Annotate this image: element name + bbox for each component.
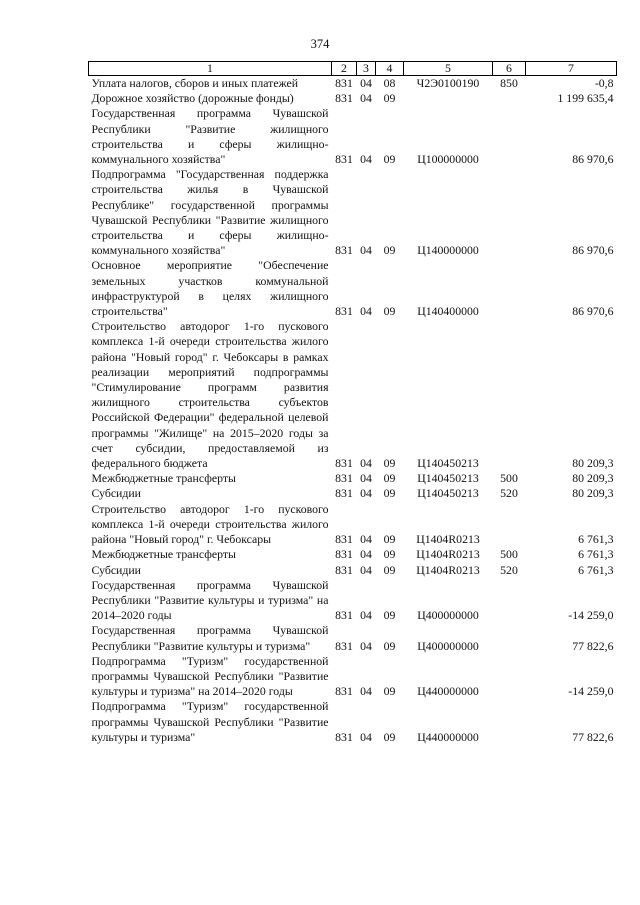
amount: 1 199 635,4 xyxy=(557,91,614,106)
section-code: 04 xyxy=(360,76,372,90)
expense-type-code xyxy=(493,167,526,258)
subsection-code: 09 xyxy=(383,304,396,319)
target-article-code: Ц440000000 xyxy=(417,729,479,744)
expense-type-code xyxy=(493,106,526,167)
subsection-code: 09 xyxy=(383,547,396,562)
section-code: 04 xyxy=(360,152,372,167)
subsection-code: 09 xyxy=(383,243,396,258)
amount: 6 761,3 xyxy=(578,562,614,577)
target-article-code: Ц400000000 xyxy=(417,638,479,653)
target-article-code: Ц1404R0213 xyxy=(416,532,480,547)
expense-type-code xyxy=(493,319,526,471)
ministry-code: 831 xyxy=(335,243,353,258)
subsection-code: 09 xyxy=(383,684,396,699)
ministry-code: 831 xyxy=(335,152,353,167)
item-name: Государственная программа Чувашской Республики "Развитие культуры и туризма" на 2014–2020 годы xyxy=(91,577,329,623)
amount: 86 970,6 xyxy=(572,304,614,319)
section-code: 04 xyxy=(360,608,372,623)
amount: 77 822,6 xyxy=(572,638,614,653)
subsection-code: 09 xyxy=(383,91,396,106)
target-article-code: Ц140450213 xyxy=(417,456,479,471)
target-article-code: Ц400000000 xyxy=(417,608,479,623)
amount: 80 209,3 xyxy=(572,486,614,501)
subsection-code: 09 xyxy=(383,562,396,577)
ministry-code: 831 xyxy=(335,471,353,486)
section-code: 04 xyxy=(360,562,372,577)
amount: 6 761,3 xyxy=(578,532,614,547)
section-code: 04 xyxy=(360,547,372,562)
expense-type-code: 520 xyxy=(500,562,518,577)
column-header: 3 xyxy=(357,62,376,76)
table-row xyxy=(89,502,617,548)
ministry-code: 831 xyxy=(335,684,353,699)
item-name: Государственная программа Чувашской Республики "Развитие жилищного строительства и сферы жилищно-коммунального хозяйства" xyxy=(91,106,329,167)
item-name: Уплата налогов, сборов и иных платежей xyxy=(91,76,299,90)
table-row xyxy=(89,106,617,167)
section-code: 04 xyxy=(360,532,372,547)
column-header: 2 xyxy=(332,62,357,76)
section-code: 04 xyxy=(360,243,372,258)
column-header: 7 xyxy=(526,62,617,76)
ministry-code: 831 xyxy=(335,76,353,90)
expense-type-code: 500 xyxy=(500,471,518,486)
ministry-code: 831 xyxy=(335,304,353,319)
table-row xyxy=(89,91,617,106)
amount: 6 761,3 xyxy=(578,547,614,562)
table-row xyxy=(89,76,617,92)
subsection-code: 08 xyxy=(383,76,396,90)
item-name: Строительство автодорог 1-го пускового комплекса 1-й очереди строительства жилого района "Новый город" г. Чебоксары в рамках реализации мероприятий подпрограммы "Стимулирование программ развития жилищного строительства субъектов Российской Федерации" федеральной целевой программы "Жилище" на 2015–2020 годы за счет субсидии, предоставляемой из федерального бюджета xyxy=(91,319,329,471)
ministry-code: 831 xyxy=(335,729,353,744)
amount: 86 970,6 xyxy=(572,152,614,167)
ministry-code: 831 xyxy=(335,547,353,562)
expense-type-code: 850 xyxy=(500,76,518,90)
column-header: 4 xyxy=(376,62,404,76)
item-name: Субсидии xyxy=(91,562,141,577)
ministry-code: 831 xyxy=(335,456,353,471)
expense-type-code xyxy=(493,258,526,319)
amount: 80 209,3 xyxy=(572,471,614,486)
table-row xyxy=(89,623,617,653)
ministry-code: 831 xyxy=(335,91,353,106)
expense-type-code xyxy=(493,699,526,745)
target-article-code: Ц140450213 xyxy=(417,486,479,501)
subsection-code: 09 xyxy=(383,486,396,501)
expense-type-code xyxy=(493,91,526,106)
amount: -14 259,0 xyxy=(568,684,614,699)
section-code: 04 xyxy=(360,91,372,106)
table-row xyxy=(89,486,617,501)
target-article-code: Ц140000000 xyxy=(417,243,479,258)
expense-type-code xyxy=(493,578,526,624)
section-code: 04 xyxy=(360,471,372,486)
item-name: Межбюджетные трансферты xyxy=(91,471,236,486)
section-code: 04 xyxy=(360,456,372,471)
budget-table xyxy=(88,61,617,745)
ministry-code: 831 xyxy=(335,486,353,501)
table-row xyxy=(89,699,617,745)
subsection-code: 09 xyxy=(383,152,396,167)
item-name: Межбюджетные трансферты xyxy=(91,547,236,562)
section-code: 04 xyxy=(360,304,372,319)
expense-type-code xyxy=(493,502,526,548)
section-code: 04 xyxy=(360,486,372,501)
amount: -0,8 xyxy=(594,76,614,90)
table-row xyxy=(89,563,617,578)
subsection-code: 09 xyxy=(383,729,396,744)
amount: 80 209,3 xyxy=(572,456,614,471)
subsection-code: 09 xyxy=(383,532,396,547)
expense-type-code: 520 xyxy=(500,486,518,501)
target-article-code: Ц1404R0213 xyxy=(416,562,480,577)
target-article-code: Ч2Э0100190 xyxy=(416,76,480,90)
page-number: 374 xyxy=(310,37,330,51)
section-code: 04 xyxy=(360,729,372,744)
item-name: Государственная программа Чувашской Республики "Развитие культуры и туризма" xyxy=(91,623,329,653)
expense-type-code xyxy=(493,623,526,653)
amount: 77 822,6 xyxy=(572,729,614,744)
table-row xyxy=(89,654,617,700)
item-name: Субсидии xyxy=(91,486,141,501)
table-row xyxy=(89,578,617,624)
target-article-code: Ц440000000 xyxy=(417,684,479,699)
table-body xyxy=(89,76,617,745)
target-article-code: Ц140450213 xyxy=(417,471,479,486)
table-row xyxy=(89,319,617,471)
subsection-code: 09 xyxy=(383,638,396,653)
ministry-code: 831 xyxy=(335,638,353,653)
table-row xyxy=(89,547,617,562)
expense-type-code xyxy=(493,654,526,700)
amount: -14 259,0 xyxy=(568,608,614,623)
ministry-code: 831 xyxy=(335,608,353,623)
table-row xyxy=(89,167,617,258)
column-header-row xyxy=(89,62,617,76)
amount: 86 970,6 xyxy=(572,243,614,258)
item-name: Подпрограмма "Государственная поддержка строительства жилья в Чувашской Республике" государственной программы Чувашской Республики "Развитие жилищного строительства и сферы жилищно-коммунального хозяйства" xyxy=(91,167,329,258)
item-name: Строительство автодорог 1-го пускового комплекса 1-й очереди строительства жилого района "Новый город" г. Чебоксары xyxy=(91,501,329,547)
target-article-code: Ц1404R0213 xyxy=(416,547,480,562)
ministry-code: 831 xyxy=(335,532,353,547)
ministry-code: 831 xyxy=(335,562,353,577)
target-article-code: Ц100000000 xyxy=(417,152,479,167)
subsection-code: 09 xyxy=(383,608,396,623)
section-code: 04 xyxy=(360,684,372,699)
section-code: 04 xyxy=(360,638,372,653)
column-header: 1 xyxy=(89,62,332,76)
item-name: Подпрограмма "Туризм" государственной программы Чувашской Республики "Развитие культуры и туризма" xyxy=(91,699,329,744)
table-row xyxy=(89,471,617,486)
subsection-code: 09 xyxy=(383,471,396,486)
column-header: 6 xyxy=(493,62,526,76)
target-article-code xyxy=(404,91,493,106)
subsection-code: 09 xyxy=(383,456,396,471)
item-name: Подпрограмма "Туризм" государственной программы Чувашской Республики "Развитие культуры и туризма" на 2014–2020 годы xyxy=(91,653,329,699)
column-header: 5 xyxy=(404,62,493,76)
table-row xyxy=(89,258,617,319)
expense-type-code: 500 xyxy=(500,547,518,562)
item-name: Дорожное хозяйство (дорожные фонды) xyxy=(91,91,294,106)
target-article-code: Ц140400000 xyxy=(417,304,479,319)
item-name: Основное мероприятие "Обеспечение земельных участков коммунальной инфраструктурой в целях жилищного строительства" xyxy=(91,258,329,319)
